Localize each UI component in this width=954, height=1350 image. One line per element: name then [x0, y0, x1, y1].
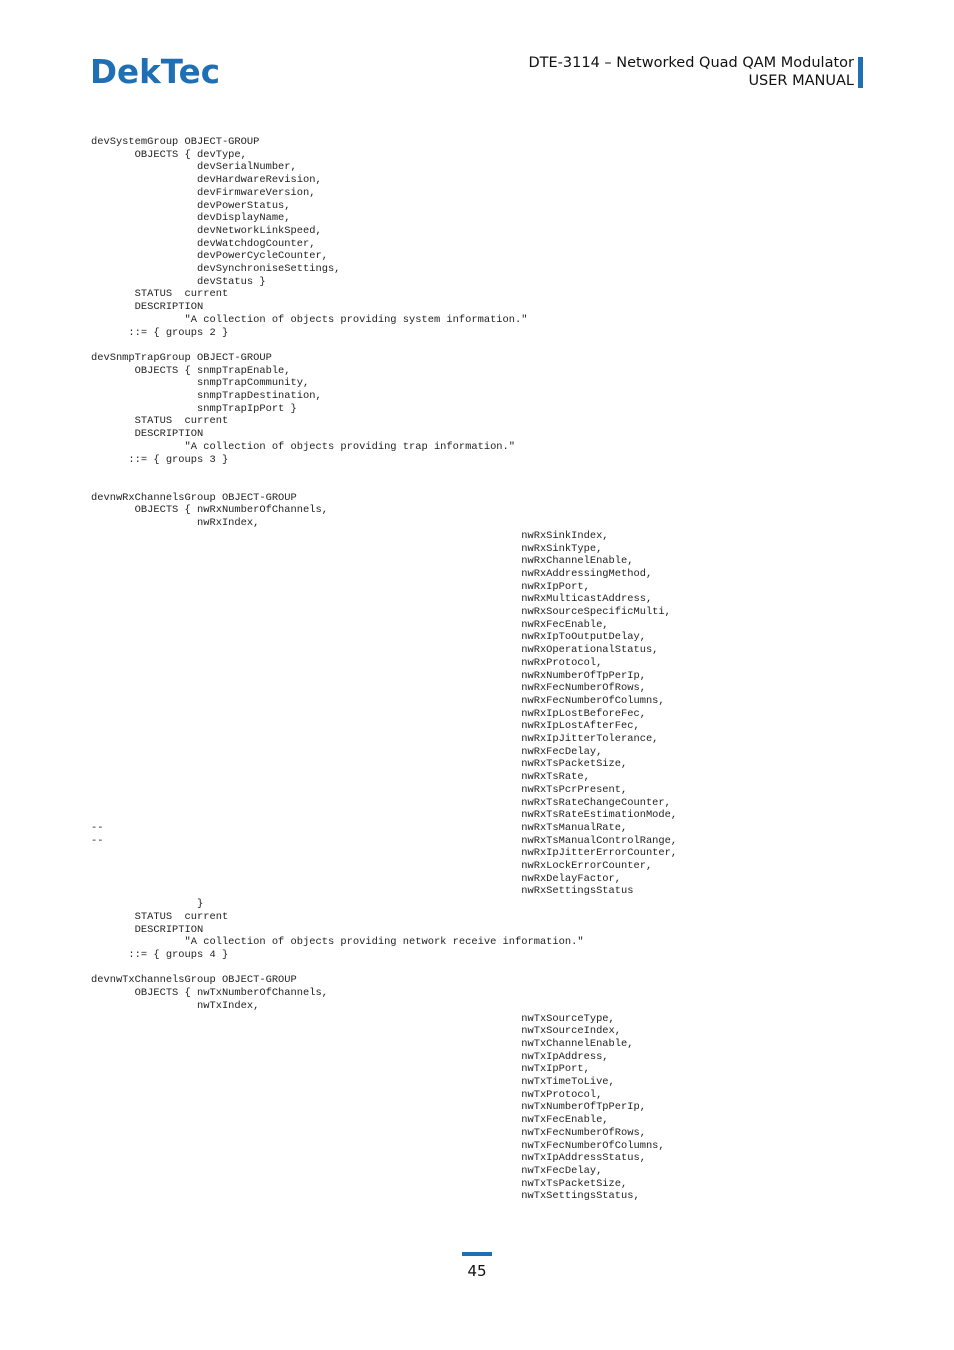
code-line: nwRxIndex,: [91, 517, 260, 530]
code-line: devnwRxChannelsGroup OBJECT-GROUP: [91, 491, 297, 504]
code-line: nwTxFecNumberOfColumns,: [91, 1139, 665, 1152]
code-line: [91, 962, 677, 975]
code-line: STATUS current: [91, 288, 229, 301]
code-line: -- nwRxTsManualRate,: [91, 821, 628, 834]
code-line: OBJECTS { nwTxNumberOfChannels,: [91, 987, 328, 1000]
code-line: DESCRIPTION: [91, 923, 204, 936]
code-line: nwRxOperationalStatus,: [91, 644, 659, 657]
code-line: DESCRIPTION: [91, 428, 204, 441]
code-line: ::= { groups 3 }: [91, 453, 229, 466]
code-line: nwTxFecEnable,: [91, 1114, 609, 1127]
code-line: devSerialNumber,: [91, 161, 297, 174]
header-accent-bar: [858, 57, 863, 88]
logo-text: DekTec: [90, 52, 220, 88]
code-line: devHardwareRevision,: [91, 174, 322, 187]
code-line: nwTxTsPacketSize,: [91, 1177, 628, 1190]
code-line: nwRxTsPacketSize,: [91, 758, 628, 771]
code-line: nwTxTimeToLive,: [91, 1076, 615, 1089]
code-line: nwRxSinkIndex,: [91, 529, 609, 542]
code-line: ::= { groups 4 }: [91, 949, 229, 961]
code-line: nwRxChannelEnable,: [91, 555, 634, 568]
code-line: devNetworkLinkSpeed,: [91, 224, 322, 237]
code-line: nwRxDelayFactor,: [91, 872, 622, 885]
document-subtitle: USER MANUAL: [748, 73, 854, 89]
code-line: devSynchroniseSettings,: [91, 263, 341, 276]
code-line: nwTxChannelEnable,: [91, 1037, 634, 1050]
code-line: devFirmwareVersion,: [91, 186, 316, 199]
code-line: nwTxFecDelay,: [91, 1164, 603, 1177]
code-line: [91, 479, 677, 492]
code-line: ::= { groups 2 }: [91, 326, 229, 339]
code-line: nwTxSourceType,: [91, 1012, 615, 1025]
code-line: nwRxLockErrorCounter,: [91, 860, 653, 873]
code-line: nwRxProtocol,: [91, 656, 603, 669]
code-line: snmpTrapCommunity,: [91, 377, 310, 390]
code-line: devDisplayName,: [91, 212, 291, 225]
code-line: nwRxTsPcrPresent,: [91, 783, 628, 796]
code-line: }: [91, 898, 204, 911]
code-line: nwRxTsRate,: [91, 771, 590, 784]
code-line: devnwTxChannelsGroup OBJECT-GROUP: [91, 974, 297, 987]
code-line: STATUS current: [91, 415, 229, 428]
code-line: nwTxProtocol,: [91, 1088, 603, 1101]
code-line: devPowerCycleCounter,: [91, 250, 328, 263]
code-line: nwRxIpLostBeforeFec,: [91, 707, 646, 720]
code-line: devWatchdogCounter,: [91, 237, 316, 250]
document-header: [528, 54, 854, 90]
code-line: nwRxTsRateEstimationMode,: [91, 809, 678, 822]
footer-accent-bar: [462, 1252, 492, 1256]
dektec-logo: [90, 52, 220, 88]
code-line: DESCRIPTION: [91, 301, 204, 314]
code-line: -- nwRxTsManualControlRange,: [91, 834, 678, 847]
code-line: nwRxMulticastAddress,: [91, 593, 653, 606]
code-line: OBJECTS { nwRxNumberOfChannels,: [91, 504, 328, 517]
code-line: nwRxIpJitterErrorCounter,: [91, 847, 678, 860]
mib-code-listing: [91, 136, 677, 1203]
code-line: [91, 466, 677, 479]
code-line: snmpTrapDestination,: [91, 390, 322, 403]
code-line: nwRxFecDelay,: [91, 745, 603, 758]
code-line: nwRxSettingsStatus: [91, 885, 634, 898]
code-line: nwRxSinkType,: [91, 542, 603, 555]
code-line: nwRxAddressingMethod,: [91, 567, 653, 580]
code-line: nwRxIpJitterTolerance,: [91, 733, 659, 746]
code-line: nwRxFecNumberOfRows,: [91, 682, 646, 695]
code-line: nwTxSourceIndex,: [91, 1025, 622, 1038]
code-line: "A collection of objects providing trap information.": [91, 440, 516, 453]
code-line: nwRxFecEnable,: [91, 618, 609, 631]
code-line: OBJECTS { devType,: [91, 148, 247, 161]
code-line: "A collection of objects providing network receive information.": [91, 936, 584, 949]
code-line: devPowerStatus,: [91, 199, 291, 212]
code-line: nwTxIpAddressStatus,: [91, 1152, 646, 1165]
code-line: nwTxNumberOfTpPerIp,: [91, 1101, 646, 1114]
code-line: STATUS current: [91, 910, 229, 923]
code-line: devSnmpTrapGroup OBJECT-GROUP: [91, 351, 272, 364]
code-line: nwRxIpPort,: [91, 580, 590, 593]
code-line: devSystemGroup OBJECT-GROUP: [91, 136, 260, 148]
code-line: snmpTrapIpPort }: [91, 402, 297, 415]
code-line: nwRxIpToOutputDelay,: [91, 631, 646, 644]
page-number: 45: [467, 1262, 487, 1280]
code-line: "A collection of objects providing system information.": [91, 313, 528, 326]
code-line: nwRxTsRateChangeCounter,: [91, 796, 671, 809]
code-line: nwRxFecNumberOfColumns,: [91, 694, 665, 707]
code-line: nwRxSourceSpecificMulti,: [91, 606, 671, 619]
code-line: nwRxIpLostAfterFec,: [91, 720, 640, 733]
code-line: nwTxSettingsStatus,: [91, 1190, 640, 1203]
code-line: nwTxFecNumberOfRows,: [91, 1126, 646, 1139]
code-line: nwTxIpAddress,: [91, 1050, 609, 1063]
code-line: nwTxIpPort,: [91, 1063, 590, 1076]
code-line: devStatus }: [91, 275, 266, 288]
code-line: [91, 339, 677, 352]
code-line: nwRxNumberOfTpPerIp,: [91, 669, 646, 682]
code-line: nwTxIndex,: [91, 999, 260, 1012]
document-title: DTE-3114 – Networked Quad QAM Modulator: [528, 55, 854, 71]
code-line: OBJECTS { snmpTrapEnable,: [91, 364, 291, 377]
